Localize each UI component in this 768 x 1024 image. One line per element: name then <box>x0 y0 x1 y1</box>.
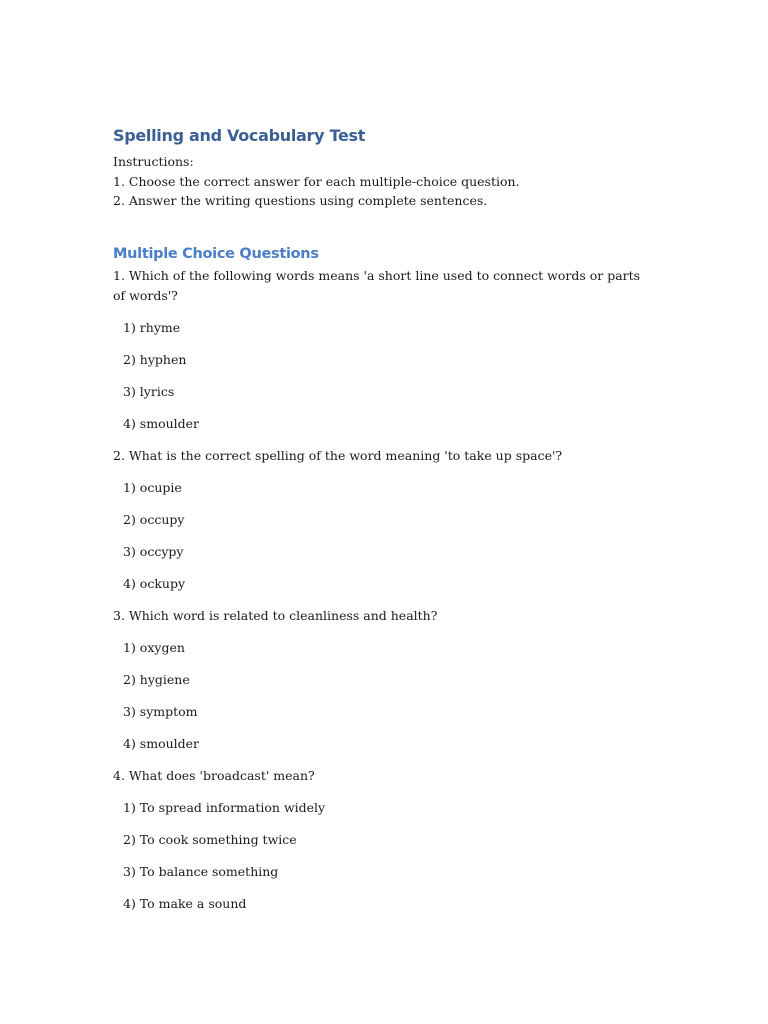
question-text: 3. Which word is related to cleanliness and health? <box>113 607 438 623</box>
answer-option: 3) To balance something <box>123 863 279 879</box>
answer-option: 1) To spread information widely <box>123 799 326 815</box>
question-block <box>113 766 643 914</box>
question-text: 4. What does 'broadcast' mean? <box>113 767 315 783</box>
section-heading: Multiple Choice Questions <box>113 245 319 262</box>
answer-option: 4) To make a sound <box>123 895 247 911</box>
answer-option: 2) occupy <box>123 511 185 527</box>
answer-option: 1) ocupie <box>123 479 182 495</box>
answer-option: 3) symptom <box>123 703 198 719</box>
answer-option: 2) To cook something twice <box>123 831 297 847</box>
answer-option: 2) hyphen <box>123 351 187 367</box>
answer-option: 4) ockupy <box>123 575 186 591</box>
question-block <box>113 606 643 754</box>
answer-option: 2) hygiene <box>123 671 190 687</box>
instructions-block <box>113 152 643 211</box>
question-block <box>113 446 643 594</box>
question-text: 2. What is the correct spelling of the word meaning 'to take up space'? <box>113 447 563 463</box>
answer-option: 1) rhyme <box>123 319 181 335</box>
question-block <box>113 266 643 434</box>
answer-option: 4) smoulder <box>123 735 200 751</box>
answer-option: 4) smoulder <box>123 415 200 431</box>
document-title: Spelling and Vocabulary Test <box>113 126 366 145</box>
answer-option: 3) lyrics <box>123 383 175 399</box>
question-text: 1. Which of the following words means 'a short line used to connect words or parts of words'? <box>113 267 641 303</box>
answer-option: 3) occypy <box>123 543 184 559</box>
instruction-item: 2. Answer the writing questions using complete sentences. <box>113 193 488 208</box>
answer-option: 1) oxygen <box>123 639 185 655</box>
document-page <box>113 125 643 926</box>
instruction-item: 1. Choose the correct answer for each multiple-choice question. <box>113 173 520 189</box>
instructions-label: Instructions: <box>113 154 194 169</box>
